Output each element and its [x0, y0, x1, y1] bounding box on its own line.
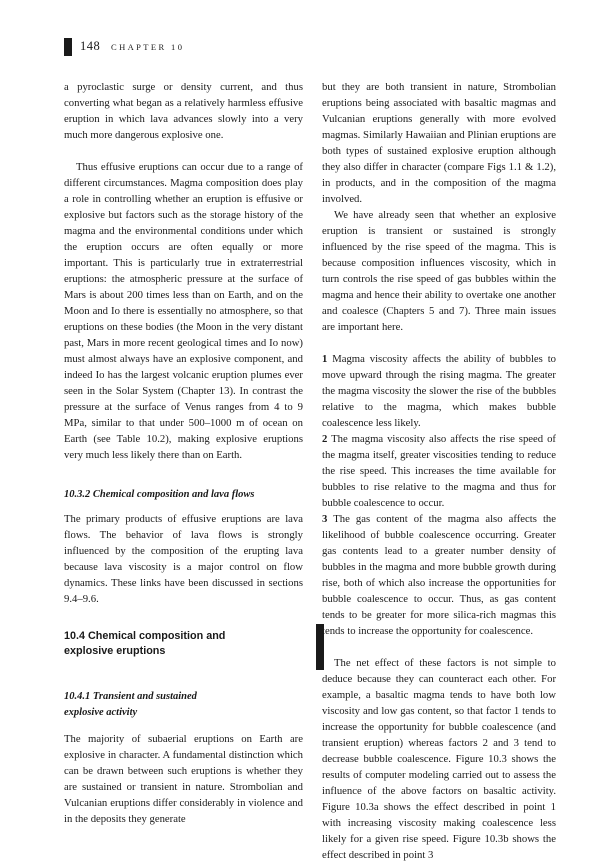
paragraph: The majority of subaerial eruptions on Earth are explosive in character. A fundamental distinction which can be drawn between such eruptions is whether they are sustained or transient in nature. Strombolian and Vulcanian eruptions differ considerably in violence and in the deposits they generate — [64, 733, 303, 825]
paragraph: but they are both transient in nature, Strombolian eruptions being associated with basaltic magmas and Vulcanian eruptions generally with more evolved magmas. Similarly Hawaiian and Plinian eruptions are both types of sustained explosive eruption although they also differ in character (compare Figs 1.1 & 1.2), in products, and in the composition of the magma involved. — [322, 81, 556, 205]
paragraph: The net effect of these factors is not simple to deduce because they can counteract each other. For example, a basaltic magma tends to have both low viscosity and low gas content, so that factor 1 tends to increase the opportunity for bubble coalescence (and transient eruption) whereas factors 2 and 3 tend to decrease bubble coalescence. Figure 10.3 shows the results of computer modeling carried out to assess the influence of the above factors on basaltic activity. Figure 10.3a shows the effect described in point 1 with increasing viscosity making coalescence less likely for a given rise speed. Figure 10.3b shows the effect described in point 3 — [322, 657, 556, 861]
numbered-point-3 — [322, 511, 556, 639]
chapter-label: CHAPTER 10 — [111, 42, 185, 52]
page-number: 148 — [80, 39, 101, 53]
section-heading-10-4 — [64, 629, 303, 659]
point-number: 2 — [322, 433, 328, 445]
point-text: The gas content of the magma also affects the likelihood of bubble coalescence occurring. Greater gas contents lead to a greater number density of bubbles in the magma and more bubble growth during rise, both of which also increase the opportunities for bubble coalescence to occur. Thus, as gas content tends to be greater for more silica-rich magmas this tends to increase the opportunity for coalescence. — [322, 513, 556, 637]
point-text: Magma viscosity affects the ability of bubbles to move upward through the rising magma. The greater the magma viscosity the slower the rise of the bubbles relative to the magma, which makes bubble coalescence less likely. — [322, 353, 557, 429]
paragraph: Thus effusive eruptions can occur due to a range of different circumstances. Magma composition does play a role in controlling whether an eruption is effusive or explosive but factors such as the storage history of the magma and the environmental conditions under which the eruption occurs are often equally or more important. This is particularly true in extraterrestrial eruptions: the atmospheric pressure at the surface of Mars is about 200 times less than on Earth, and on the Moon and Io there is essentially no atmosphere, so that eruptions on these bodies (the Moon in the very distant past, Mars in more recent geological times and Io now) must almost always have an explosive component, and indeed Io has the largest volcanic eruption plumes ever seen in the Solar System (Chapter 13). In contrast the pressure at the surface of Venus ranges from 4 to 9 MPa, similar to that under 500–1000 m of ocean on Earth (see Table 10.2), making explosive eruptions very much less likely there than on Earth. — [64, 161, 303, 461]
point-text: The magma viscosity also affects the rise speed of the magma itself, greater viscosities tending to reduce the rise speed. This increases the time available for bubbles to rise relative to the magma and thus for bubble coalescence to occur. — [322, 433, 556, 509]
numbered-point-2 — [322, 431, 556, 511]
subsection-heading-10-4-1 — [64, 689, 303, 721]
header-marker-bar — [64, 38, 72, 56]
subsection-heading-10-3-2: 10.3.2 Chemical composition and lava flows — [64, 489, 255, 500]
point-number: 3 — [322, 513, 328, 525]
point-number: 1 — [322, 353, 328, 365]
subsection-heading-line: 10.4.1 Transient and sustained — [64, 691, 197, 702]
numbered-point-1 — [322, 351, 556, 431]
section-heading-line: explosive eruptions — [64, 645, 166, 657]
right-column — [322, 79, 556, 863]
paragraph: We have already seen that whether an explosive eruption is transient or sustained is strongly influenced by the rise speed of the magma. This is because composition influences viscosity, which in turn controls the rise speed of gas bubbles within the magma and hence their ability to overtake one another and coalesce (Chapters 5 and 7). Three main issues are important here. — [322, 209, 556, 333]
left-column — [64, 79, 303, 827]
section-heading-line: 10.4 Chemical composition and — [64, 630, 226, 642]
paragraph: a pyroclastic surge or density current, and thus converting what began as a relatively harmless effusive eruption in which lava advances slowly into a very much more dangerous explosive one. — [64, 81, 303, 141]
paragraph: The primary products of effusive eruptions are lava flows. The behavior of lava flows is strongly influenced by the composition of the erupting lava because lava viscosity is a major control on flow dynamics. These links have been discussed in sections 9.4–9.6. — [64, 513, 303, 605]
subsection-heading-line: explosive activity — [64, 707, 138, 718]
